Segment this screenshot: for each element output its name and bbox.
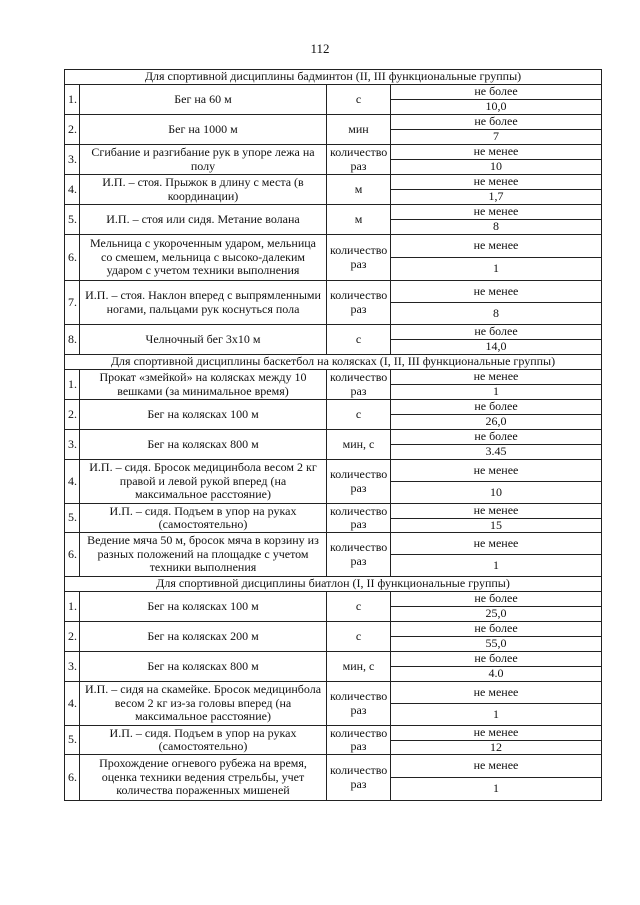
norm-value: 10,0 [391,100,602,115]
section-title: Для спортивной дисциплины биатлон (I, II функциональные группы) [65,577,602,592]
unit: с [327,85,391,115]
table-row [65,622,602,637]
qualifier: не более [391,400,602,415]
unit: количество раз [327,682,391,726]
exercise-name: Челночный бег 3х10 м [80,325,327,355]
norm-value: 55,0 [391,637,602,652]
table-row [65,281,602,303]
row-number: 3. [65,145,80,175]
exercise-name: Бег на 60 м [80,85,327,115]
unit: количество раз [327,504,391,533]
table-row [65,592,602,607]
table-row [65,145,602,160]
section-header-row [65,577,602,592]
exercise-name: Бег на 1000 м [80,115,327,145]
norm-value: 26,0 [391,415,602,430]
section-title: Для спортивной дисциплины баскетбол на колясках (I, II, III функциональные группы) [65,355,602,370]
row-number: 2. [65,400,80,430]
qualifier: не более [391,622,602,637]
unit: количество раз [327,533,391,577]
norm-value: 3.45 [391,445,602,460]
qualifier: не менее [391,533,602,555]
row-number: 6. [65,755,80,801]
row-number: 2. [65,115,80,145]
norm-value: 14,0 [391,340,602,355]
table-row [65,504,602,519]
qualifier: не менее [391,205,602,220]
norm-value: 8 [391,220,602,235]
row-number: 3. [65,652,80,682]
table-row [65,235,602,258]
row-number: 4. [65,175,80,205]
unit: с [327,622,391,652]
row-number: 5. [65,205,80,235]
norm-value: 1,7 [391,190,602,205]
unit: м [327,175,391,205]
norm-value: 1 [391,555,602,577]
row-number: 3. [65,430,80,460]
row-number: 2. [65,622,80,652]
qualifier: не менее [391,235,602,258]
section-title: Для спортивной дисциплины бадминтон (II, III функциональные группы) [65,70,602,85]
exercise-name: Бег на колясках 200 м [80,622,327,652]
qualifier: не более [391,325,602,340]
table-row [65,400,602,415]
qualifier: не менее [391,145,602,160]
qualifier: не менее [391,755,602,778]
unit: мин, с [327,430,391,460]
exercise-name: Прокат «змейкой» на колясках между 10 вешками (за минимальное время) [80,370,327,400]
qualifier: не менее [391,682,602,704]
table-row [65,85,602,100]
exercise-name: Сгибание и разгибание рук в упоре лежа на полу [80,145,327,175]
row-number: 6. [65,533,80,577]
exercise-name: И.П. – сидя. Подъем в упор на руках (самостоятельно) [80,504,327,533]
qualifier: не менее [391,370,602,385]
qualifier: не более [391,592,602,607]
table-row [65,755,602,778]
unit: с [327,400,391,430]
section-header-row [65,70,602,85]
unit: количество раз [327,281,391,325]
table-row [65,652,602,667]
qualifier: не менее [391,460,602,482]
unit: с [327,325,391,355]
table-row [65,430,602,445]
exercise-name: Ведение мяча 50 м, бросок мяча в корзину из разных положений на площадке с учетом техники выполнения [80,533,327,577]
norm-value: 8 [391,303,602,325]
unit: количество раз [327,145,391,175]
table-row [65,175,602,190]
norm-value: 4.0 [391,667,602,682]
exercise-name: И.П. – стоя. Наклон вперед с выпрямленными ногами, пальцами рук коснуться пола [80,281,327,325]
table-row [65,205,602,220]
unit: количество раз [327,460,391,504]
norm-value: 1 [391,704,602,726]
exercise-name: И.П. – сидя. Бросок медицинбола весом 2 кг правой и левой рукой вперед (на максимальное расстояние) [80,460,327,504]
unit: мин, с [327,652,391,682]
exercise-name: Прохождение огневого рубежа на время, оценка техники ведения стрельбы, учет количества пораженных мишеней [80,755,327,801]
qualifier: не более [391,652,602,667]
exercise-name: И.П. – сидя на скамейке. Бросок медицинбола весом 2 кг из-за головы вперед (на максимальное расстояние) [80,682,327,726]
norm-value: 7 [391,130,602,145]
norms-table [64,69,602,801]
row-number: 5. [65,504,80,533]
unit: количество раз [327,370,391,400]
table-row [65,533,602,555]
unit: количество раз [327,755,391,801]
exercise-name: Бег на колясках 100 м [80,592,327,622]
qualifier: не более [391,115,602,130]
table-row [65,115,602,130]
row-number: 7. [65,281,80,325]
qualifier: не менее [391,281,602,303]
norm-value: 10 [391,482,602,504]
qualifier: не менее [391,175,602,190]
qualifier: не более [391,85,602,100]
table-row [65,460,602,482]
row-number: 8. [65,325,80,355]
exercise-name: И.П. – стоя или сидя. Метание волана [80,205,327,235]
table-row [65,726,602,741]
norm-value: 1 [391,385,602,400]
row-number: 4. [65,682,80,726]
table-row [65,370,602,385]
exercise-name: И.П. – сидя. Подъем в упор на руках (самостоятельно) [80,726,327,755]
row-number: 5. [65,726,80,755]
row-number: 1. [65,85,80,115]
unit: мин [327,115,391,145]
page-number: 112 [310,41,330,56]
qualifier: не более [391,430,602,445]
norm-value: 15 [391,518,602,533]
table-row [65,325,602,340]
row-number: 1. [65,370,80,400]
exercise-name: И.П. – стоя. Прыжок в длину с места (в координации) [80,175,327,205]
qualifier: не менее [391,504,602,519]
exercise-name: Бег на колясках 100 м [80,400,327,430]
norm-value: 10 [391,160,602,175]
exercise-name: Бег на колясках 800 м [80,430,327,460]
norm-value: 1 [391,778,602,801]
row-number: 4. [65,460,80,504]
norm-value: 12 [391,740,602,755]
unit: с [327,592,391,622]
table-row [65,682,602,704]
section-header-row [65,355,602,370]
exercise-name: Бег на колясках 800 м [80,652,327,682]
row-number: 6. [65,235,80,281]
row-number: 1. [65,592,80,622]
qualifier: не менее [391,726,602,741]
unit: количество раз [327,235,391,281]
norm-value: 25,0 [391,607,602,622]
norms-body [65,70,602,801]
norm-value: 1 [391,258,602,281]
exercise-name: Мельница с укороченным ударом, мельница со смешем, мельница с высоко-далеким ударом с учетом техники выполнения [80,235,327,281]
unit: м [327,205,391,235]
unit: количество раз [327,726,391,755]
